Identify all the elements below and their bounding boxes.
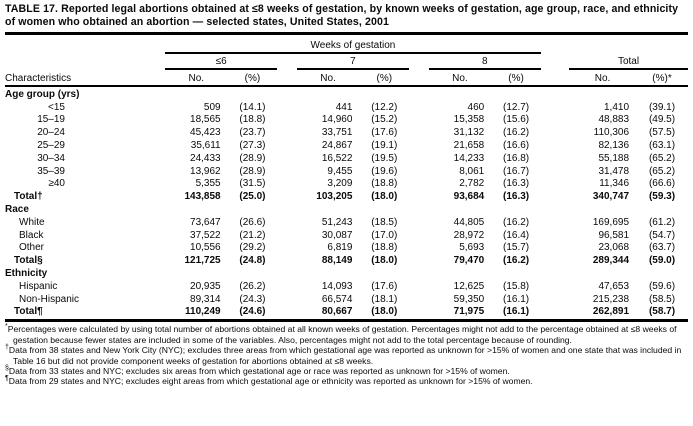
section-header-row xyxy=(5,202,688,215)
spacer-cell xyxy=(277,279,296,292)
pct-header-total: (%)* xyxy=(636,69,688,86)
row-label: 35–39 xyxy=(37,165,65,177)
spacer-cell xyxy=(541,228,569,241)
count-cell: 5,355 xyxy=(195,178,221,190)
characteristics-header: Characteristics xyxy=(5,69,165,86)
spacer-cell xyxy=(541,138,569,151)
percent-cell: (16.2) xyxy=(503,127,530,139)
percent-cell: (25.0) xyxy=(239,191,266,203)
percent-cell: (19.6) xyxy=(371,165,398,177)
col-group-total: Total xyxy=(569,53,688,69)
percent-cell: (65.2) xyxy=(648,152,676,164)
spacer-cell xyxy=(541,189,569,202)
percent-cell: (15.6) xyxy=(503,114,530,126)
spacer-cell xyxy=(277,138,296,151)
spacer-cell xyxy=(541,177,569,190)
count-cell: 103,205 xyxy=(316,191,353,203)
count-cell: 71,975 xyxy=(429,305,492,321)
percent-cell: (16.3) xyxy=(503,191,530,203)
count-cell: 44,805 xyxy=(453,216,485,228)
count-cell: 31,478 xyxy=(598,165,630,177)
no-header-le6: No. xyxy=(165,69,228,86)
count-cell: 289,344 xyxy=(592,255,630,267)
footnote-marker: * xyxy=(5,323,8,331)
count-cell: 121,725 xyxy=(184,255,221,267)
count-cell: 93,684 xyxy=(453,191,485,203)
footnote-text: Data from 29 states and NYC; excludes eight areas from which gestational age or ethnicity was reported as unknown for >15% of women. xyxy=(8,376,533,387)
spacer-cell xyxy=(541,215,569,228)
spacer-cell xyxy=(409,189,428,202)
footnotes xyxy=(5,324,688,386)
spacer-cell xyxy=(409,100,428,113)
col-group-le6: ≤6 xyxy=(165,53,277,69)
count-cell: 79,470 xyxy=(453,255,485,267)
section-header: Age group (yrs) xyxy=(5,88,80,100)
spacer-cell xyxy=(409,113,428,126)
data-table xyxy=(5,36,688,322)
count-cell: 16,522 xyxy=(321,152,353,164)
table-row xyxy=(5,253,688,266)
count-cell: 48,883 xyxy=(598,114,630,126)
spacer-cell xyxy=(409,151,428,164)
spacer-cell xyxy=(541,164,569,177)
percent-cell: (24.6) xyxy=(228,305,278,321)
percent-cell: (18.8) xyxy=(239,114,266,126)
percent-cell: (63.7) xyxy=(648,242,676,254)
percent-cell: (59.0) xyxy=(648,255,676,267)
table-row xyxy=(5,292,688,305)
percent-cell: (23.7) xyxy=(239,127,266,139)
count-cell: 24,867 xyxy=(321,139,353,151)
count-cell: 66,574 xyxy=(321,293,353,305)
spacer-cell xyxy=(409,215,428,228)
spacer-cell xyxy=(277,305,296,321)
spacer-cell xyxy=(541,125,569,138)
pct-header-le6: (%) xyxy=(228,69,278,86)
percent-cell: (66.6) xyxy=(648,178,676,190)
table-row xyxy=(5,138,688,151)
count-cell: 14,093 xyxy=(321,280,353,292)
count-cell: 20,935 xyxy=(190,280,221,292)
spacer-cell xyxy=(277,113,296,126)
percent-cell: (17.6) xyxy=(371,127,398,139)
count-cell: 51,243 xyxy=(321,216,353,228)
spacer-cell xyxy=(409,177,428,190)
pct-header-7: (%) xyxy=(359,69,409,86)
count-cell: 11,346 xyxy=(599,178,630,190)
row-label: ≥40 xyxy=(48,178,65,190)
percent-cell: (14.1) xyxy=(239,101,266,113)
percent-cell: (16.8) xyxy=(503,152,530,164)
weeks-of-gestation-spanner: Weeks of gestation xyxy=(165,36,541,53)
footnote-text: Data from 38 states and New York City (NYC); excludes three areas from which gestational age was reported as unknown for >15% of women and one state that was included in Table 16 but did not provide component weeks of gestation for abortions obtained at ≤8 weeks. xyxy=(8,345,682,366)
spacer-cell xyxy=(409,164,428,177)
percent-cell: (49.5) xyxy=(648,114,676,126)
row-label: 15–19 xyxy=(37,114,65,126)
spacer-cell xyxy=(409,125,428,138)
percent-cell: (58.7) xyxy=(636,305,688,321)
percent-cell: (18.8) xyxy=(371,242,398,254)
col-group-7: 7 xyxy=(297,53,409,69)
spacer-cell xyxy=(277,189,296,202)
spacer-cell xyxy=(409,279,428,292)
count-cell: 23,068 xyxy=(598,242,630,254)
footnote-text: Percentages were calculated by using total number of abortions obtained at all known weeks of gestation. Percentages might not add to the percentage obtained at ≤8 weeks of gestation because fewer states are included in some of the variables. Also, percentages might not add to the total percentage because of rounding. xyxy=(7,324,677,345)
row-label: 25–29 xyxy=(37,139,65,151)
count-cell: 2,782 xyxy=(459,178,485,190)
spacer-cell xyxy=(277,177,296,190)
table-row xyxy=(5,189,688,202)
percent-cell: (63.1) xyxy=(648,139,676,151)
spacer-cell xyxy=(541,305,569,321)
row-label: Other xyxy=(19,242,45,254)
percent-cell: (16.2) xyxy=(503,255,530,267)
row-label: <15 xyxy=(48,101,65,113)
count-cell: 8,061 xyxy=(459,165,485,177)
count-cell: 6,819 xyxy=(327,242,353,254)
percent-cell: (19.5) xyxy=(371,152,398,164)
count-cell: 88,149 xyxy=(321,255,353,267)
count-cell: 28,972 xyxy=(453,229,485,241)
percent-cell: (18.1) xyxy=(371,293,398,305)
count-cell: 460 xyxy=(467,101,485,113)
footnote-text: Data from 33 states and NYC; excludes six areas from which gestational age or race was reported as unknown for >15% of women. xyxy=(8,365,510,376)
percent-cell: (27.3) xyxy=(239,139,266,151)
spacer-cell xyxy=(277,151,296,164)
percent-cell: (18.0) xyxy=(359,305,409,321)
count-cell: 33,751 xyxy=(321,127,353,139)
percent-cell: (16.1) xyxy=(503,293,530,305)
section-header-row xyxy=(5,266,688,279)
spacer-cell xyxy=(541,151,569,164)
row-label: Total§ xyxy=(14,255,43,267)
count-cell: 3,209 xyxy=(327,178,353,190)
count-cell: 10,556 xyxy=(190,242,221,254)
percent-cell: (18.0) xyxy=(371,191,398,203)
no-header-8: No. xyxy=(429,69,492,86)
percent-cell: (26.6) xyxy=(239,216,266,228)
percent-cell: (39.1) xyxy=(648,101,676,113)
percent-cell: (18.5) xyxy=(371,216,398,228)
footnote-marker: § xyxy=(5,365,9,373)
percent-cell: (15.8) xyxy=(503,280,530,292)
count-cell: 31,132 xyxy=(453,127,485,139)
percent-cell: (28.9) xyxy=(239,165,266,177)
count-cell: 262,891 xyxy=(569,305,636,321)
percent-cell: (31.5) xyxy=(239,178,266,190)
header-group-row xyxy=(5,53,688,69)
percent-cell: (16.4) xyxy=(503,229,530,241)
section-header-row xyxy=(5,86,688,100)
percent-cell: (24.8) xyxy=(239,255,266,267)
percent-cell: (19.1) xyxy=(371,139,398,151)
footnote-marker: † xyxy=(5,344,9,352)
row-label: White xyxy=(19,216,45,228)
section-header: Race xyxy=(5,203,29,215)
table-row xyxy=(5,305,688,321)
spacer-cell xyxy=(409,305,428,321)
pct-header-8: (%) xyxy=(491,69,541,86)
spacer-cell xyxy=(409,241,428,254)
footnote-pilcrow xyxy=(5,376,688,386)
percent-cell: (16.2) xyxy=(503,216,530,228)
count-cell: 110,249 xyxy=(165,305,228,321)
footnote-dagger xyxy=(5,345,688,366)
count-cell: 441 xyxy=(335,101,353,113)
count-cell: 340,747 xyxy=(592,191,630,203)
percent-cell: (12.2) xyxy=(371,101,398,113)
count-cell: 59,350 xyxy=(453,293,485,305)
table-row xyxy=(5,228,688,241)
percent-cell: (21.2) xyxy=(239,229,266,241)
footnote-section xyxy=(5,366,688,376)
percent-cell: (24.3) xyxy=(239,293,266,305)
count-cell: 37,522 xyxy=(190,229,221,241)
spacer-cell xyxy=(409,292,428,305)
percent-cell: (28.9) xyxy=(239,152,266,164)
table-body xyxy=(5,86,688,321)
count-cell: 12,625 xyxy=(453,280,485,292)
spacer-cell xyxy=(277,253,296,266)
table-row xyxy=(5,113,688,126)
count-cell: 96,581 xyxy=(598,229,630,241)
spacer-cell xyxy=(541,113,569,126)
section-header: Ethnicity xyxy=(5,267,48,279)
spacer-cell xyxy=(541,279,569,292)
count-cell: 14,960 xyxy=(321,114,353,126)
spacer-cell xyxy=(277,164,296,177)
spacer-cell xyxy=(277,125,296,138)
percent-cell: (18.0) xyxy=(371,255,398,267)
percent-cell: (12.7) xyxy=(503,101,530,113)
row-label: Total¶ xyxy=(5,305,165,321)
table-row xyxy=(5,125,688,138)
no-header-total: No. xyxy=(569,69,636,86)
row-label: Total† xyxy=(14,191,43,203)
table-row xyxy=(5,177,688,190)
spacer-cell xyxy=(541,292,569,305)
spacer-cell xyxy=(277,241,296,254)
row-label: 30–34 xyxy=(37,152,65,164)
count-cell: 21,658 xyxy=(453,139,485,151)
count-cell: 30,087 xyxy=(321,229,353,241)
percent-cell: (59.6) xyxy=(648,280,676,292)
spacer-cell xyxy=(409,253,428,266)
count-cell: 1,410 xyxy=(604,101,630,113)
spacer-cell xyxy=(541,241,569,254)
count-cell: 80,667 xyxy=(297,305,360,321)
row-label: 20–24 xyxy=(37,127,65,139)
count-cell: 143,858 xyxy=(184,191,221,203)
count-cell: 110,306 xyxy=(593,127,630,139)
header-subcolumn-row xyxy=(5,69,688,86)
table-row xyxy=(5,164,688,177)
count-cell: 509 xyxy=(203,101,221,113)
count-cell: 5,693 xyxy=(459,242,485,254)
footnote-asterisk xyxy=(5,324,688,345)
percent-cell: (15.7) xyxy=(503,242,530,254)
spacer-cell xyxy=(277,228,296,241)
count-cell: 15,358 xyxy=(453,114,485,126)
percent-cell: (17.6) xyxy=(371,280,398,292)
spacer-cell xyxy=(277,215,296,228)
count-cell: 55,188 xyxy=(598,152,630,164)
table-row xyxy=(5,100,688,113)
row-label: Non-Hispanic xyxy=(19,293,80,305)
percent-cell: (54.7) xyxy=(648,229,676,241)
percent-cell: (16.6) xyxy=(503,139,530,151)
percent-cell: (16.3) xyxy=(503,178,530,190)
header-spanner-row xyxy=(5,36,688,53)
percent-cell: (17.0) xyxy=(371,229,398,241)
count-cell: 89,314 xyxy=(190,293,221,305)
col-group-8: 8 xyxy=(429,53,541,69)
spacer-cell xyxy=(277,100,296,113)
count-cell: 82,136 xyxy=(598,139,630,151)
count-cell: 13,962 xyxy=(190,165,221,177)
count-cell: 169,695 xyxy=(592,216,630,228)
percent-cell: (57.5) xyxy=(648,127,676,139)
percent-cell: (15.2) xyxy=(371,114,398,126)
table-title: TABLE 17. Reported legal abortions obtained at ≤8 weeks of gestation, by known weeks of gestation, age group, race, and ethnicity of women who obtained an abortion — selected states, United States, 2001 xyxy=(5,3,688,35)
percent-cell: (58.5) xyxy=(648,293,676,305)
table-row xyxy=(5,241,688,254)
table-row xyxy=(5,279,688,292)
percent-cell: (16.7) xyxy=(503,165,530,177)
table-row xyxy=(5,151,688,164)
percent-cell: (26.2) xyxy=(239,280,266,292)
no-header-7: No. xyxy=(297,69,360,86)
count-cell: 45,423 xyxy=(190,127,221,139)
spacer-cell xyxy=(541,100,569,113)
count-cell: 215,238 xyxy=(592,293,630,305)
percent-cell: (29.2) xyxy=(239,242,266,254)
count-cell: 73,647 xyxy=(190,216,221,228)
count-cell: 35,611 xyxy=(190,139,221,151)
percent-cell: (18.8) xyxy=(371,178,398,190)
count-cell: 47,653 xyxy=(598,280,630,292)
percent-cell: (16.1) xyxy=(491,305,541,321)
count-cell: 24,433 xyxy=(190,152,221,164)
row-label: Black xyxy=(19,229,44,241)
count-cell: 9,455 xyxy=(327,165,353,177)
spacer-cell xyxy=(541,253,569,266)
spacer-cell xyxy=(409,228,428,241)
percent-cell: (61.2) xyxy=(648,216,676,228)
spacer-cell xyxy=(277,292,296,305)
percent-cell: (59.3) xyxy=(648,191,676,203)
footnote-marker: ¶ xyxy=(5,375,9,383)
count-cell: 18,565 xyxy=(190,114,221,126)
spacer-cell xyxy=(409,138,428,151)
row-label: Hispanic xyxy=(19,280,58,292)
table-row xyxy=(5,215,688,228)
count-cell: 14,233 xyxy=(453,152,485,164)
percent-cell: (65.2) xyxy=(648,165,676,177)
